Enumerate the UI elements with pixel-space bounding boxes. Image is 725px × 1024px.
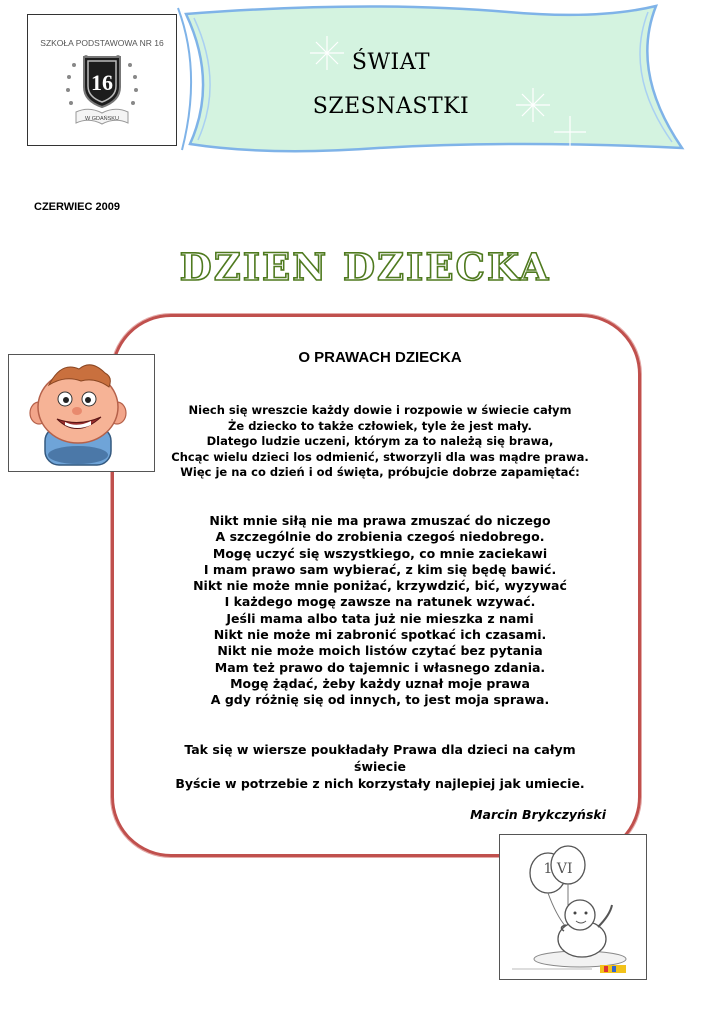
intro-line: Dlatego ludzie uczeni, którym za to należą się brawa, — [206, 434, 554, 448]
poem-title: O PRAWACH DZIECKA — [298, 349, 462, 366]
cartoon-boy-icon — [9, 355, 154, 471]
intro-line: Więc je na co dzień i od święta, próbujcie dobrze zapamiętać: — [180, 465, 580, 479]
intro-line: Chcąc wielu dzieci los odmienić, stworzyli dla was mądre prawa. — [171, 449, 589, 464]
baby-balloon-image — [499, 834, 647, 980]
poem-outro — [140, 741, 620, 792]
baby-with-balloons-icon — [500, 835, 646, 979]
verse-line: Mam też prawo do tajemnic i własnego zdania. — [214, 659, 546, 675]
headline — [179, 236, 551, 296]
verse-line: Nikt nie może mnie poniżać, krzywdzić, bić, wyzywać — [193, 578, 567, 594]
issue-date: CZERWIEC 2009 — [34, 201, 120, 213]
outro-line: świecie — [354, 759, 406, 774]
verse-line: Nikt nie może mi zabronić spotkać ich czasami. — [213, 627, 547, 643]
intro-line: Że dziecko to także człowiek, tyle że jest mały. — [228, 418, 532, 433]
poem-verse — [140, 513, 620, 709]
outro-line: Byście w potrzebie z nich korzystały najlepiej jak umiecie. — [175, 776, 585, 791]
poem-author: Marcin Brykczyński — [470, 807, 606, 822]
headline-text: DZIEN DZIECKA — [179, 245, 551, 289]
logo-city: W GDAŃSKU — [85, 116, 119, 122]
banner-title-line1: ŚWIAT — [351, 50, 431, 75]
verse-line: Mogę żądać, żeby każdy uznał moje prawa — [230, 675, 530, 691]
title-banner — [178, 2, 684, 154]
intro-line: Niech się wreszcie każdy dowie i rozpowie w świecie całym — [188, 403, 572, 417]
logo-school-name: SZKOŁA PODSTAWOWA NR 16 — [40, 38, 164, 48]
verse-line: I każdego mogę zawsze na ratunek wzywać. — [224, 594, 536, 610]
cartoon-boy-image — [8, 354, 155, 472]
verse-line: A gdy różnię się od innych, to jest moja sprawa. — [210, 692, 550, 708]
poem-intro — [140, 403, 620, 481]
school-logo — [27, 14, 177, 146]
verse-line: Mogę uczyć się wszystkiego, co mnie zaciekawi — [212, 545, 548, 561]
verse-line: Nikt nie może moich listów czytać bez pytania — [217, 643, 543, 659]
verse-line: A szczególnie do zrobienia czegoś niedobrego. — [215, 529, 545, 545]
outro-line: Tak się w wiersze poukładały Prawa dla dzieci na całym — [184, 742, 576, 757]
verse-line: Nikt mnie siłą nie ma prawa zmuszać do niczego — [209, 513, 551, 528]
logo-number: 16 — [91, 70, 113, 95]
banner-title-line2: SZESNASTKI — [312, 94, 470, 119]
balloon-text: 1 VI — [543, 861, 573, 877]
verse-line: Jeśli mama albo tata już nie mieszka z nami — [226, 610, 534, 626]
verse-line: I mam prawo sam wybierać, z kim się będę bawić. — [203, 561, 557, 577]
